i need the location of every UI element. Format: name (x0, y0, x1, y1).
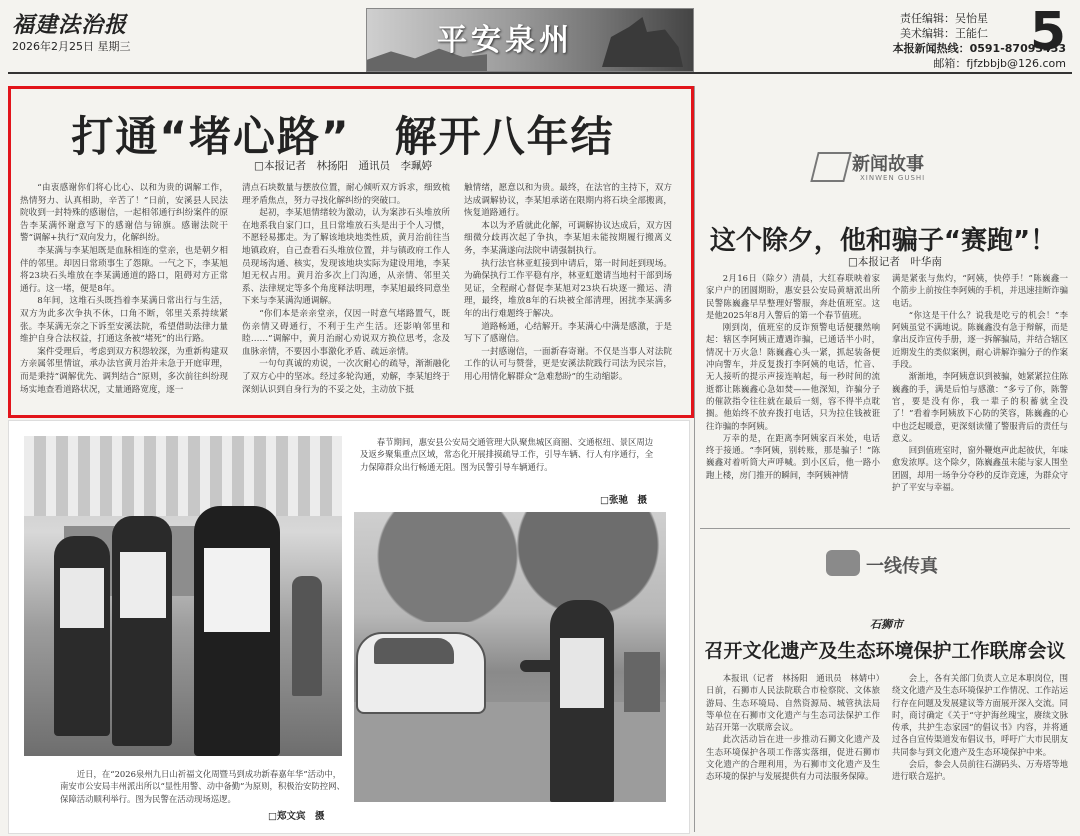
frontline-kicker: 石狮市 (870, 618, 903, 631)
news-story-column-2 (892, 272, 1068, 493)
frontline-section-title: 一线传真 (866, 556, 938, 577)
reflective-vest (560, 638, 604, 708)
paragraph: 回到值班室时，窗外鞭炮声此起彼伏，年味愈发浓厚。这个除夕，陈巍鑫虽未能与家人围坐团圆，却用一场争分夺秒的反诈竞速，为群众守护了平安与幸福。 (892, 445, 1068, 493)
paragraph: 刚到岗，值班室的反诈预警电话便骤然响起：辖区李阿姨正遭遇诈骗，已通话半小时，情况十万火急！陈巍鑫心头一紧，抓起装备便冲向警车，并反复拨打李阿姨的电话，忙音、无人接听的提示声接连响起，每一秒时间的流逝都让陈巍鑫心急如焚——他深知，诈骗分子的催款指令往往就在最后一刻，容不得半点耽搁。他始终不放弃拨打电话，只为拉住钱被诳往诈骗的李阿姨。 (706, 322, 880, 431)
paragraph: 万幸的是，在距离李阿姨家百米处，电话终于接通。“李阿姨，别转账，那是骗子！”陈巍鑫对着听筒大声呼喊。到小区后，他一路小跑上楼，房门推开的瞬间，李阿姨神情 (706, 432, 880, 480)
road-surface (354, 702, 666, 802)
paragraph: 本报讯（记者 林扬阳 通讯员 林婧中）日前，石狮市人民法院联合市检察院、文体旅游局、生态环境局、自然资源局、城管执法局等单位在石狮市文化遗产与生态司法保护工作站召开第一次联席会议。 (706, 673, 880, 733)
section-divider (700, 528, 1070, 529)
masthead-rule (8, 72, 1072, 74)
trees-background (354, 512, 666, 622)
paragraph: 此次活动旨在进一步推动石狮文化遗产及生态环境保护各项工作落实落细，促进石狮市文化遗产的合理利用，为石狮市文化遗产及生态环境的保护与发展提供有力司法服务保障。 (706, 734, 880, 782)
bystander-figure (292, 576, 322, 696)
traffic-guidance-photo (354, 512, 666, 802)
news-hotline: 本报新闻热线：0591-87095453 (892, 42, 1066, 55)
frontline-column-2 (892, 672, 1068, 783)
lead-column-1 (20, 182, 228, 396)
page-number: 5 (1029, 2, 1066, 62)
photo-credit-1: □张驰 摄 (600, 495, 647, 506)
paragraph: 8年间，这堆石头既挡着李某满日常出行与生活，双方为此多次争执不休，口角不断，邻里关系持续紧张。李某满无奈之下诉至安溪法院，希望借助法律力量维护自身合法权益，打通这条被“堵死”的出行路。 (20, 296, 228, 345)
paragraph: “由衷感谢你们将心比心、以和为贵的调解工作，热情努力、认真相助，辛苦了！”日前，安溪县人民法院收到一封特殊的感谢信，一起相邻通行纠纷案件的原告李某满怀谢意写下的感谢信与锦旗。感谢法院干警“调解+执行”双向发力，化解纠纷。 (20, 183, 228, 244)
reflective-vest (120, 552, 166, 618)
section-banner-title: 平安泉州 (437, 23, 573, 58)
lead-headline: 打通“堵心路” 解开八年结 (71, 112, 615, 161)
paragraph: 一封感谢信，一面新春寄谢。不仅是当事人对法院工作的认可与赞誉，更是安溪法院践行司法为民宗旨，用心用情化解群众“急难愁盼”的生动缩影。 (464, 346, 672, 382)
paragraph: 道路畅通，心结解开。李某满心中满是感激，于是写下了感谢信。 (464, 321, 672, 345)
fax-machine-icon (826, 550, 860, 576)
paragraph: 满是紧张与焦灼，“阿姨，快停手！”陈巍鑫一个箭步上前按住李阿姨的手机，并迅速挂断诈骗电话。 (892, 273, 1068, 308)
paragraph: 一句句真诚的劝说，一次次耐心的疏导，渐渐融化了双方心中的坚冰。经过多轮沟通，劝解，李某旭终于深刻认识到自身行为的不妥之处，主动放下抵 (242, 359, 450, 395)
paragraph: 会后，参会人员前往石湖码头、万寿塔等地进行联合巡护。 (892, 759, 1068, 782)
paragraph: “你这是干什么？说我是吃亏的机会！”李阿姨虽觉不满地说。陈巍鑫没有急于辩解，而是拿出反诈宣传手册，逐一拆解骗局，并结合辖区近期发生的类似案例，耐心讲解诈骗分子的作案手段。 (892, 309, 1068, 370)
issue-date: 2026年2月25日 星期三 (12, 40, 131, 53)
frontline-column-1 (706, 672, 880, 783)
responsible-editor: 责任编辑：吴怡星 (900, 12, 988, 25)
officer-arm (520, 660, 560, 672)
paragraph: 本以为矛盾就此化解，可调解协议达成后，双方因细微分歧再次起了争执，李某旭未能按期履行搬离义务，李某满遂向法院申请强制执行。 (464, 220, 672, 256)
lead-column-3 (464, 182, 672, 384)
officer-figure (112, 516, 172, 746)
newspaper-icon (810, 152, 851, 182)
police-patrol-photo (24, 436, 342, 756)
email-address: 邮箱：fjfzbbjb@126.com (933, 57, 1066, 70)
pedestrians (624, 652, 660, 712)
art-editor: 美术编辑：王能仁 (900, 27, 988, 40)
horse-statue-illustration (593, 17, 683, 67)
section-banner (366, 8, 694, 72)
lead-byline: □本报记者 林扬阳 通讯员 李珮婷 (254, 160, 432, 172)
photo-credit-2: □郑文宾 摄 (268, 811, 325, 822)
paragraph: 触情绪，愿意以和为贵。最终，在法官的主持下，双方达成调解协议，李某旭承诺在限期内将石块全部搬离，恢复道路通行。 (464, 183, 672, 219)
news-story-section-title: 新闻故事 (852, 154, 924, 175)
news-story-column-1 (706, 272, 880, 481)
lead-column-2 (242, 182, 450, 396)
lanterns-background (24, 436, 342, 516)
column-divider (694, 86, 695, 832)
paragraph: 起初，李某旭情绪较为激动，认为案涉石头堆放所在地系我自家门口，且日常堆放石头是出于个人习惯，不愿轻易挪走。为了解该地块地类性质，黄月治前往当地镇政府，自己查看石头堆放位置，并与镇政府工作人员现场沟通、核实，发现该地块实际为建设用地，李某旭无权占用。黄月治多次上门沟通，从亲情、邻里关系、法律规定等多个角度释法明理，李某旭最终同意坐下来与李某满沟通调解。 (242, 208, 450, 307)
reflective-vest (204, 548, 270, 632)
paragraph: 执行法官林亚虹接到申请后，第一时间赶到现场。为确保执行工作平稳有序，林亚虹邀请当地村干部到场见证，全程耐心督促李某旭对23块石块逐一搬运、清理，最终，堆放8年的石块被全部清理，困扰李某满多年的出行难题终于解决。 (464, 258, 672, 319)
newspaper-masthead: 福建法治报 (12, 12, 128, 38)
frontline-headline: 召开文化遗产及生态环境保护工作联席会议 (704, 640, 1066, 662)
officer-figure (54, 536, 110, 736)
photo-caption-2: 近日，在“2026泉州九日山祈福文化周暨马到成功新春嘉年华”活动中，南安市公安局丰州派出所以“显性用警、动中备勤”为原则，积极治安防控网、保障活动顺利举行。图为民警在活动现场巡逻。 (60, 769, 345, 804)
paragraph: 渐渐地，李阿姨意识到被骗，她紧紧拉住陈巍鑫的手，满是后怕与感激：“多亏了你，陈警官，要是没有你，我一辈子的积蓄就全没了！”看着李阿姨放下心防的笑容，陈巍鑫的心中也泛起暖意，更深刻读懂了警服背后的责任与意义。 (892, 371, 1068, 443)
paragraph: “你们本是亲亲堂亲，仅因一时意气堵路置气，既伤亲情又碍通行，不利于生产生活。还影响邻里和睦……”调解中，黄月治耐心劝说双方换位思考，念及血脉亲情，不要因小事激化矛盾、疏远亲情。 (242, 308, 450, 357)
paragraph: 案件受理后，考虑到双方积怨较深，为重新构建双方亲属邻里情谊，承办法官黄月治并未急于开庭审理，而是秉持“调解优先、调判结合”原则，多次前往纠纷现场实地查看道路状况，丈量通路宽度，逐一 (20, 346, 228, 395)
paragraph: 会上，各有关部门负责人立足本职岗位，围绕文化遗产及生态环境保护工作情况、工作站运行存在问题及发展建议等方面展开深入交流。同时，商讨确定《关于“守护海丝瑰宝，赓续文脉传承，共护生态家园”的倡议书》内容，并将通过各自宣传渠道发布倡议书，呼吁广大市民朋友共同参与到文化遗产及生态环境保护中来。 (892, 673, 1068, 757)
news-story-byline: □本报记者 叶华南 (848, 256, 942, 268)
news-story-headline: 这个除夕，他和骗子“赛跑”！ (709, 226, 1057, 256)
paragraph: 2月16日（除夕）清晨，大红春联映着家家户户的团圆期盼，惠安县公安局黄塘派出所民警陈巍鑫早早整理好警服，奔赴值班室。这是他2025年8月入警后的第一个春节值班。 (706, 273, 880, 320)
reflective-vest (60, 568, 104, 628)
car-windshield (374, 638, 454, 664)
paragraph: 李某满与李某旭既是血脉相连的堂亲，也是朝夕相伴的邻里。却因日常琐事生了怨隙。一气之下，李某旭将23块石头堆放在李某满通道的路口，阻碍对方正常通行。这一堵，便是8年。 (20, 245, 228, 294)
paragraph: 清点石块数量与摆放位置，耐心倾听双方诉求，细致梳理矛盾焦点，努力寻找化解纠纷的突破口。 (242, 183, 450, 206)
news-story-section-pinyin: XINWEN GUSHI (860, 174, 926, 182)
photo-caption-1: 春节期间，惠安县公安局交通管理大队聚焦城区商圈、交通枢纽、景区周边及返乡聚集重点区域，常态化开展排摸疏导工作，引导车辆、行人有序通行，全力保障群众出行畅通无阻。图为民警引导车辆通行。 (360, 437, 654, 472)
